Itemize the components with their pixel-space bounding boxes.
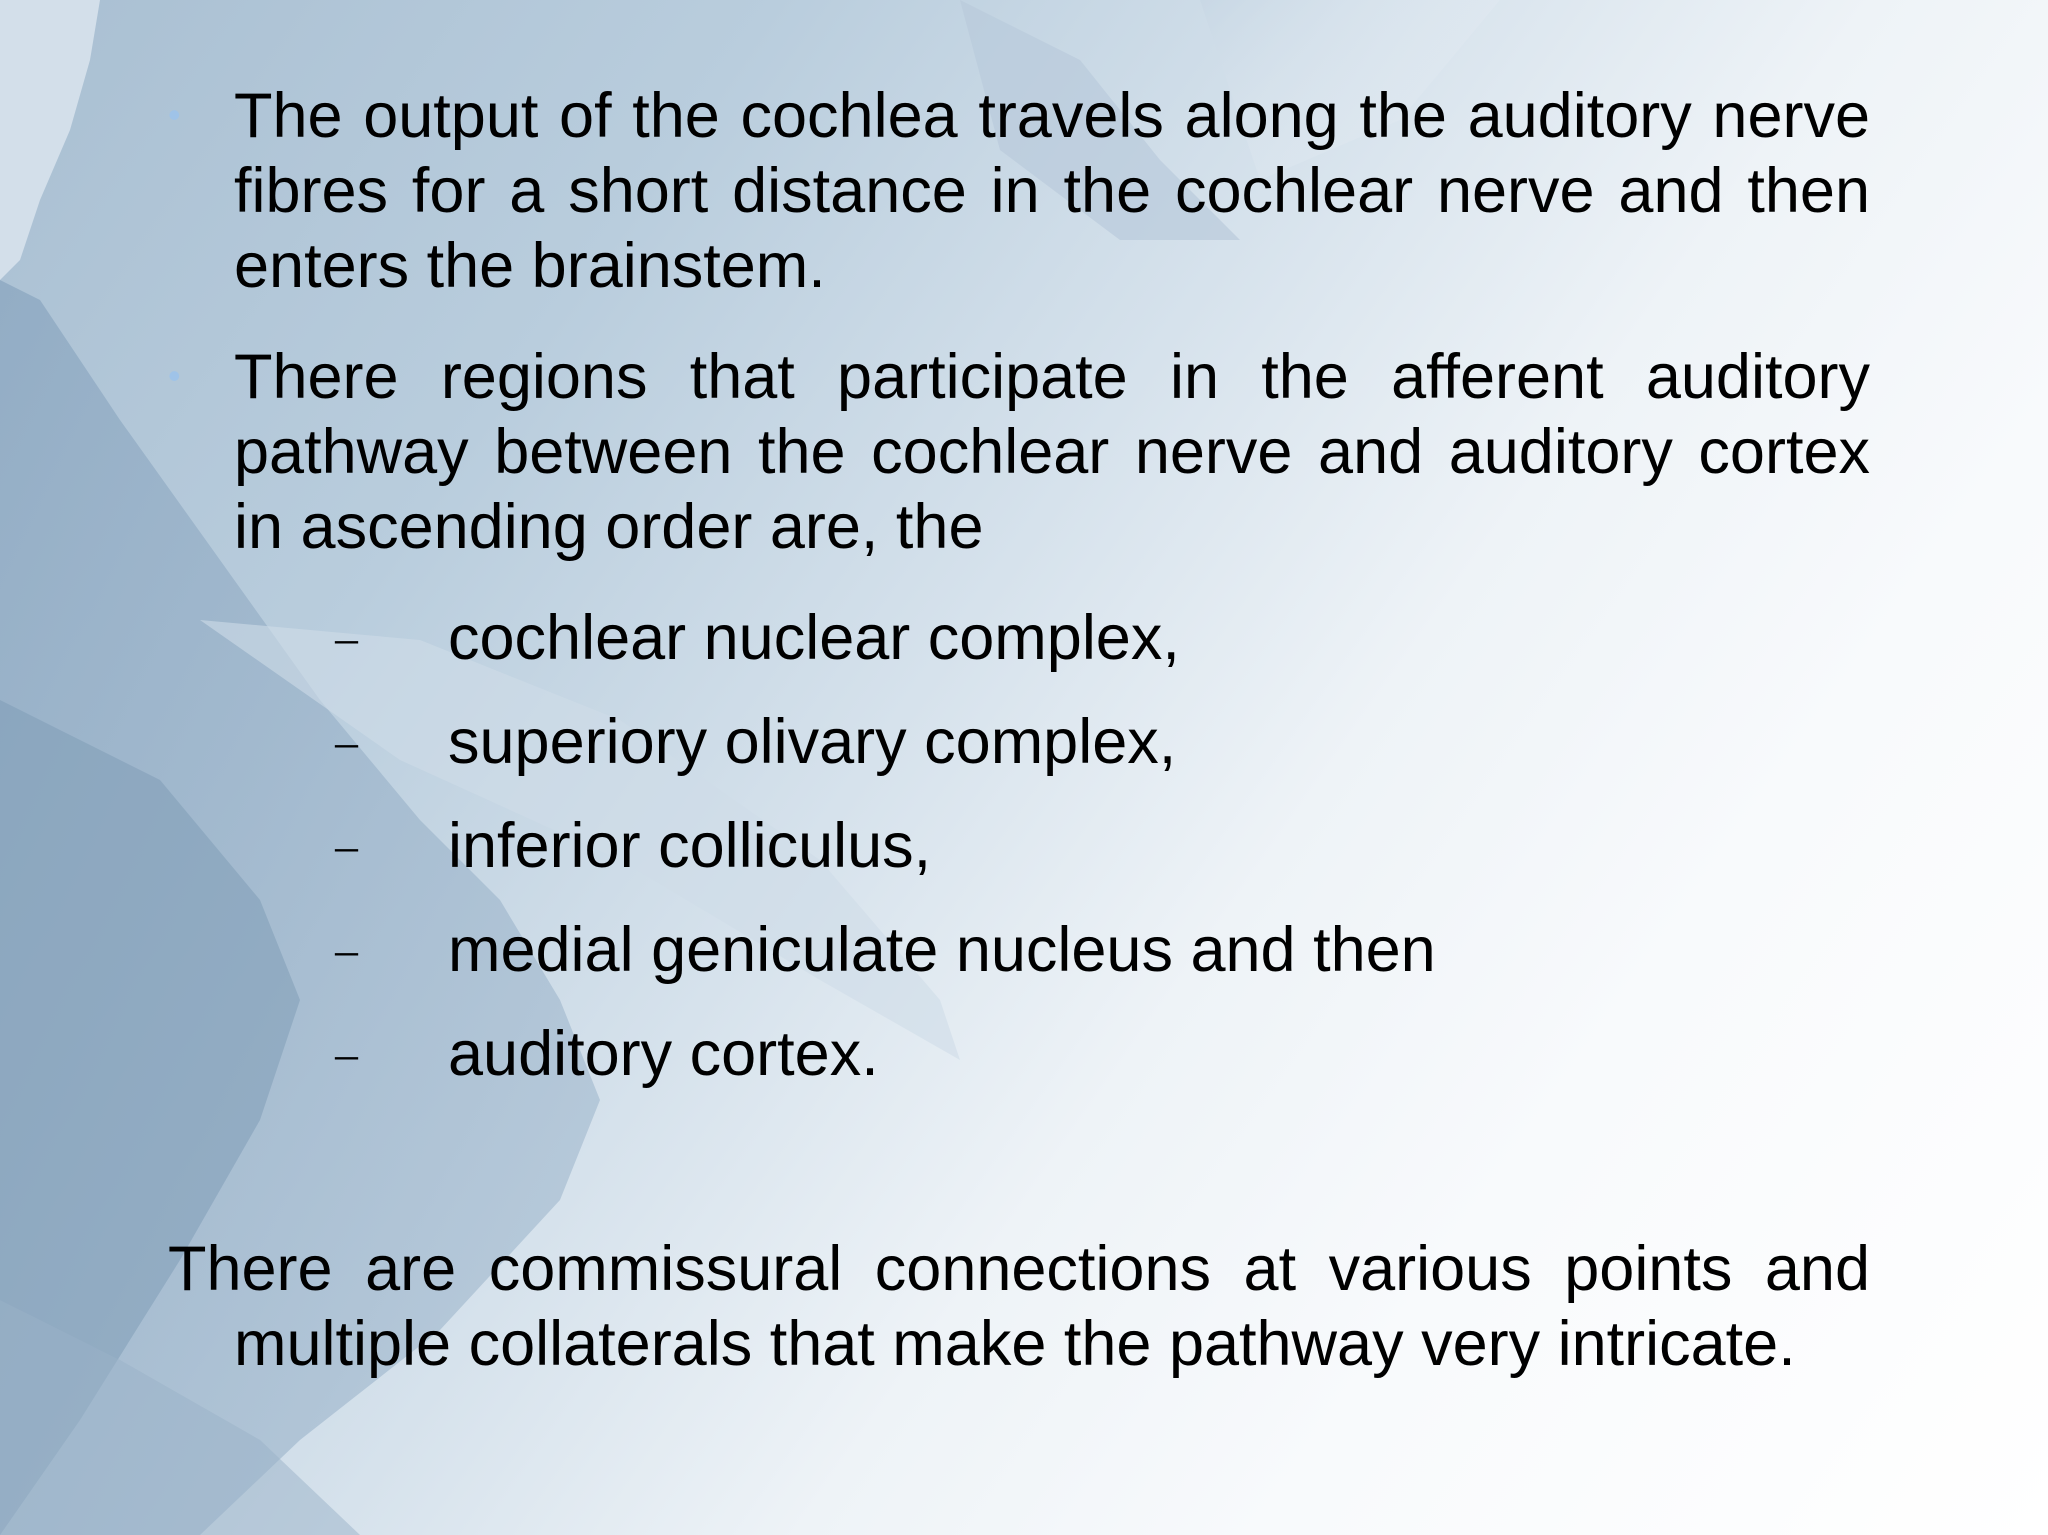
- bullet-text-2: There regions that participate in the afferent auditory pathway between the cochlear nerve and auditory cortex in ascending order are, the: [234, 342, 1870, 562]
- bullet-dot-icon: •: [168, 94, 181, 135]
- bullet-text-1: The output of the cochlea travels along the auditory nerve fibres for a short distance in the cochlear nerve and then enters the brainstem.: [234, 81, 1870, 301]
- sub-item-text: superiory olivary complex,: [448, 707, 1177, 777]
- bullet-dot-icon: •: [168, 355, 181, 396]
- sub-item-text: auditory cortex.: [448, 1019, 879, 1089]
- dash-icon: –: [332, 604, 361, 672]
- dash-icon: –: [332, 812, 361, 880]
- dash-icon: –: [332, 916, 361, 984]
- sub-item: [0, 910, 2048, 990]
- sub-item-text: inferior colliculus,: [448, 811, 932, 881]
- sub-item: [0, 806, 2048, 886]
- dash-icon: –: [332, 708, 361, 776]
- sub-item-text: medial geniculate nucleus and then: [448, 915, 1436, 985]
- dash-icon: –: [332, 1020, 361, 1088]
- sub-item: [0, 702, 2048, 782]
- bullet-paragraph-2: [168, 340, 1870, 565]
- sub-item: [0, 1014, 2048, 1094]
- sub-item: [0, 598, 2048, 678]
- footer-paragraph: There are commissural connections at various points and multiple collaterals that make the pathway very intricate.: [168, 1234, 1870, 1379]
- sub-item-text: cochlear nuclear complex,: [448, 603, 1180, 673]
- bullet-paragraph-1: [168, 79, 1870, 304]
